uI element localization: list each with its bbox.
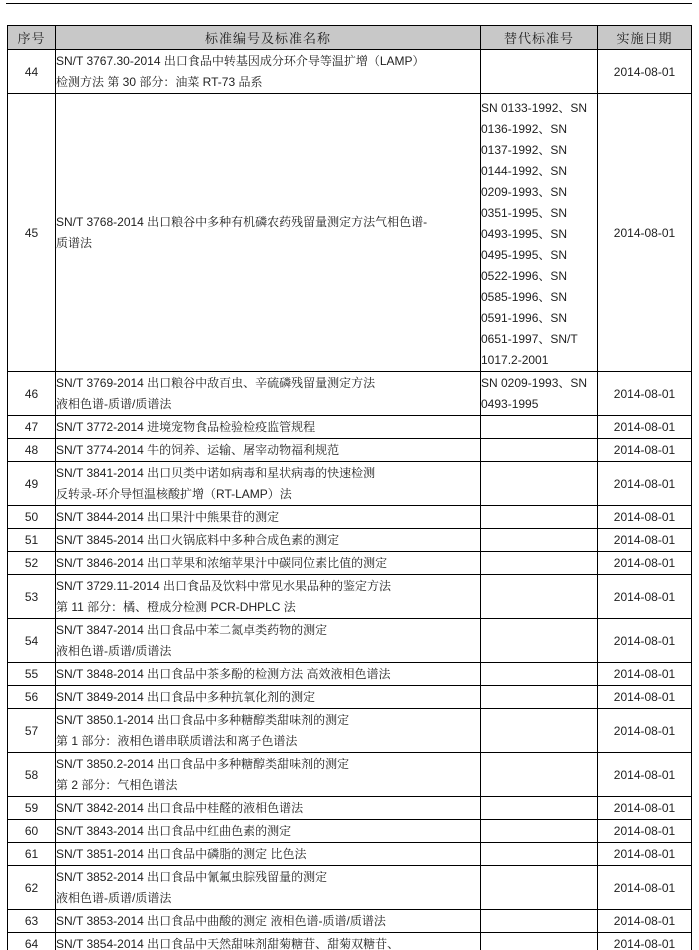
replaced-standard-cell bbox=[481, 619, 598, 663]
replaced-standard-cell bbox=[481, 439, 598, 462]
implementation-date-cell: 2014-08-01 bbox=[598, 552, 692, 575]
standard-name-cell bbox=[56, 416, 481, 439]
standard-name-line: 反转录-环介导恒温核酸扩增（RT-LAMP）法 bbox=[56, 486, 292, 501]
replaced-standard-line: 0585-1996、SN bbox=[481, 290, 568, 304]
row-number-cell: 56 bbox=[8, 686, 56, 709]
table-row bbox=[8, 552, 692, 575]
standard-name-cell bbox=[56, 910, 481, 933]
implementation-date-cell: 2014-08-01 bbox=[598, 663, 692, 686]
replaced-standard-line: 0351-1995、SN bbox=[481, 206, 568, 220]
table-row bbox=[8, 50, 692, 94]
replaced-standard-line: 0651-1997、SN/T bbox=[481, 332, 578, 346]
replaced-standard-cell bbox=[481, 686, 598, 709]
table-row bbox=[8, 439, 692, 462]
replaced-standard-cell bbox=[481, 843, 598, 866]
standard-name-line: SN/T 3843-2014 出口食品中红曲色素的测定 bbox=[56, 823, 292, 838]
replaced-standard-cell bbox=[481, 753, 598, 797]
table-row bbox=[8, 820, 692, 843]
table-row bbox=[8, 619, 692, 663]
row-number-cell: 52 bbox=[8, 552, 56, 575]
standards-table-body bbox=[8, 50, 692, 950]
row-number-cell: 53 bbox=[8, 575, 56, 619]
row-number-cell: 58 bbox=[8, 753, 56, 797]
col-header-replaced-standard: 替代标准号 bbox=[481, 26, 598, 50]
standard-name-line: SN/T 3851-2014 出口食品中磷脂的测定 比色法 bbox=[56, 846, 307, 861]
standard-name-cell bbox=[56, 575, 481, 619]
replaced-standard-cell bbox=[481, 529, 598, 552]
table-row bbox=[8, 372, 692, 416]
standard-name-cell bbox=[56, 797, 481, 820]
row-number-cell: 44 bbox=[8, 50, 56, 94]
implementation-date-cell: 2014-08-01 bbox=[598, 866, 692, 910]
row-number-cell: 46 bbox=[8, 372, 56, 416]
standard-name-cell bbox=[56, 552, 481, 575]
implementation-date-cell: 2014-08-01 bbox=[598, 50, 692, 94]
replaced-standard-line: 0136-1992、SN bbox=[481, 122, 568, 136]
replaced-standard-line: 0495-1995、SN bbox=[481, 248, 568, 262]
col-header-implementation-date: 实施日期 bbox=[598, 26, 692, 50]
replaced-standard-line: 0144-1992、SN bbox=[481, 164, 568, 178]
implementation-date-cell: 2014-08-01 bbox=[598, 439, 692, 462]
replaced-standard-cell bbox=[481, 416, 598, 439]
replaced-standard-line: 0591-1996、SN bbox=[481, 311, 568, 325]
replaced-standard-line: 0493-1995 bbox=[481, 396, 539, 411]
standard-name-cell bbox=[56, 753, 481, 797]
table-row bbox=[8, 94, 692, 372]
standard-name-cell bbox=[56, 843, 481, 866]
replaced-standard-cell bbox=[481, 866, 598, 910]
row-number-cell: 51 bbox=[8, 529, 56, 552]
implementation-date-cell: 2014-08-01 bbox=[598, 753, 692, 797]
standard-name-cell bbox=[56, 933, 481, 950]
replaced-standard-cell bbox=[481, 910, 598, 933]
standard-name-line: 第 11 部分：橘、橙成分检测 PCR-DHPLC 法 bbox=[56, 599, 296, 614]
standard-name-cell bbox=[56, 439, 481, 462]
replaced-standard-line: 1017.2-2001 bbox=[481, 353, 549, 367]
implementation-date-cell: 2014-08-01 bbox=[598, 709, 692, 753]
standard-name-cell bbox=[56, 663, 481, 686]
standard-name-line: SN/T 3845-2014 出口火锅底料中多种合成色素的测定 bbox=[56, 532, 340, 547]
table-row bbox=[8, 506, 692, 529]
implementation-date-cell: 2014-08-01 bbox=[598, 933, 692, 950]
standard-name-line: SN/T 3774-2014 牛的饲养、运输、屠宰动物福利规范 bbox=[56, 442, 340, 457]
implementation-date-cell: 2014-08-01 bbox=[598, 462, 692, 506]
replaced-standard-cell bbox=[481, 575, 598, 619]
row-number-cell: 48 bbox=[8, 439, 56, 462]
row-number-cell: 61 bbox=[8, 843, 56, 866]
implementation-date-cell: 2014-08-01 bbox=[598, 94, 692, 372]
implementation-date-cell: 2014-08-01 bbox=[598, 416, 692, 439]
standard-name-line: SN/T 3767.30-2014 出口食品中转基因成分环介导等温扩增（LAMP） bbox=[56, 53, 425, 68]
standard-name-line: SN/T 3842-2014 出口食品中桂醛的液相色谱法 bbox=[56, 800, 304, 815]
standard-name-line: SN/T 3772-2014 进境宠物食品检验检疫监管规程 bbox=[56, 419, 316, 434]
implementation-date-cell: 2014-08-01 bbox=[598, 529, 692, 552]
replaced-standard-line: 0493-1995、SN bbox=[481, 227, 568, 241]
table-row bbox=[8, 910, 692, 933]
row-number-cell: 49 bbox=[8, 462, 56, 506]
row-number-cell: 64 bbox=[8, 933, 56, 950]
replaced-standard-cell bbox=[481, 820, 598, 843]
replaced-standard-cell bbox=[481, 462, 598, 506]
row-number-cell: 54 bbox=[8, 619, 56, 663]
row-number-cell: 57 bbox=[8, 709, 56, 753]
implementation-date-cell: 2014-08-01 bbox=[598, 820, 692, 843]
standard-name-line: SN/T 3854-2014 出口食品中天然甜味剂甜菊糖苷、甜菊双糖苷、 bbox=[56, 936, 400, 950]
standard-name-line: SN/T 3729.11-2014 出口食品及饮料中常见水果品种的鉴定方法 bbox=[56, 578, 391, 593]
col-header-standard-name: 标准编号及标准名称 bbox=[56, 26, 481, 50]
implementation-date-cell: 2014-08-01 bbox=[598, 372, 692, 416]
table-row bbox=[8, 843, 692, 866]
row-number-cell: 59 bbox=[8, 797, 56, 820]
standard-name-cell bbox=[56, 462, 481, 506]
replaced-standard-line: SN 0209-1993、SN bbox=[481, 375, 588, 390]
standard-name-cell bbox=[56, 709, 481, 753]
standard-name-line: SN/T 3850.2-2014 出口食品中多种糖醇类甜味剂的测定 bbox=[56, 756, 350, 771]
table-row bbox=[8, 575, 692, 619]
replaced-standard-cell bbox=[481, 933, 598, 950]
table-row bbox=[8, 753, 692, 797]
replaced-standard-cell bbox=[481, 709, 598, 753]
standard-name-line: SN/T 3853-2014 出口食品中曲酸的测定 液相色谱-质谱/质谱法 bbox=[56, 913, 386, 928]
standard-name-line: 第 2 部分：气相色谱法 bbox=[56, 777, 178, 792]
standard-name-line: SN/T 3849-2014 出口食品中多种抗氧化剂的测定 bbox=[56, 689, 316, 704]
replaced-standard-cell bbox=[481, 94, 598, 372]
standard-name-line: 液相色谱-质谱/质谱法 bbox=[56, 890, 172, 905]
row-number-cell: 63 bbox=[8, 910, 56, 933]
standard-name-cell bbox=[56, 866, 481, 910]
replaced-standard-line: SN 0133-1992、SN bbox=[481, 101, 588, 115]
replaced-standard-cell bbox=[481, 552, 598, 575]
row-number-cell: 50 bbox=[8, 506, 56, 529]
standard-name-cell bbox=[56, 820, 481, 843]
replaced-standard-cell bbox=[481, 663, 598, 686]
standard-name-line: 质谱法 bbox=[56, 235, 93, 250]
standard-name-cell bbox=[56, 529, 481, 552]
replaced-standard-line: 0209-1993、SN bbox=[481, 185, 568, 199]
implementation-date-cell: 2014-08-01 bbox=[598, 686, 692, 709]
standard-name-line: 检测方法 第 30 部分：油菜 RT-73 品系 bbox=[56, 74, 263, 89]
replaced-standard-line: 0522-1996、SN bbox=[481, 269, 568, 283]
replaced-standard-cell bbox=[481, 372, 598, 416]
standard-name-cell bbox=[56, 506, 481, 529]
standard-name-line: SN/T 3852-2014 出口食品中氰氟虫腙残留量的测定 bbox=[56, 869, 328, 884]
implementation-date-cell: 2014-08-01 bbox=[598, 575, 692, 619]
page-top-rule bbox=[6, 3, 692, 4]
standards-table-header bbox=[8, 26, 692, 50]
standard-name-line: SN/T 3769-2014 出口粮谷中敌百虫、辛硫磷残留量测定方法 bbox=[56, 375, 376, 390]
implementation-date-cell: 2014-08-01 bbox=[598, 506, 692, 529]
standard-name-cell bbox=[56, 50, 481, 94]
row-number-cell: 55 bbox=[8, 663, 56, 686]
standard-name-line: SN/T 3844-2014 出口果汁中熊果苷的测定 bbox=[56, 509, 280, 524]
table-row bbox=[8, 866, 692, 910]
table-row bbox=[8, 462, 692, 506]
table-row bbox=[8, 709, 692, 753]
row-number-cell: 47 bbox=[8, 416, 56, 439]
standard-name-line: SN/T 3850.1-2014 出口食品中多种糖醇类甜味剂的测定 bbox=[56, 712, 350, 727]
standard-name-line: 液相色谱-质谱/质谱法 bbox=[56, 396, 172, 411]
standard-name-cell bbox=[56, 372, 481, 416]
header-row bbox=[8, 26, 692, 50]
table-row bbox=[8, 529, 692, 552]
implementation-date-cell: 2014-08-01 bbox=[598, 797, 692, 820]
row-number-cell: 62 bbox=[8, 866, 56, 910]
table-row bbox=[8, 686, 692, 709]
table-row bbox=[8, 933, 692, 950]
standard-name-line: SN/T 3848-2014 出口食品中茶多酚的检测方法 高效液相色谱法 bbox=[56, 666, 391, 681]
col-header-seq: 序号 bbox=[8, 26, 56, 50]
row-number-cell: 60 bbox=[8, 820, 56, 843]
implementation-date-cell: 2014-08-01 bbox=[598, 843, 692, 866]
standard-name-line: SN/T 3847-2014 出口食品中苯二氮卓类药物的测定 bbox=[56, 622, 328, 637]
table-row bbox=[8, 663, 692, 686]
implementation-date-cell: 2014-08-01 bbox=[598, 910, 692, 933]
standards-table bbox=[7, 25, 692, 950]
standard-name-line: SN/T 3768-2014 出口粮谷中多种有机磷农药残留量测定方法气相色谱- bbox=[56, 214, 428, 229]
implementation-date-cell: 2014-08-01 bbox=[598, 619, 692, 663]
table-row bbox=[8, 797, 692, 820]
standard-name-line: 液相色谱-质谱/质谱法 bbox=[56, 643, 172, 658]
replaced-standard-line: 0137-1992、SN bbox=[481, 143, 568, 157]
standard-name-line: 第 1 部分：液相色谱串联质谱法和离子色谱法 bbox=[56, 733, 298, 748]
replaced-standard-cell bbox=[481, 50, 598, 94]
table-row bbox=[8, 416, 692, 439]
row-number-cell: 45 bbox=[8, 94, 56, 372]
replaced-standard-cell bbox=[481, 797, 598, 820]
standard-name-line: SN/T 3841-2014 出口贝类中诺如病毒和星状病毒的快速检测 bbox=[56, 465, 376, 480]
standard-name-cell bbox=[56, 686, 481, 709]
standard-name-line: SN/T 3846-2014 出口苹果和浓缩苹果汁中碳同位素比值的测定 bbox=[56, 555, 388, 570]
standard-name-cell bbox=[56, 94, 481, 372]
standard-name-cell bbox=[56, 619, 481, 663]
replaced-standard-cell bbox=[481, 506, 598, 529]
